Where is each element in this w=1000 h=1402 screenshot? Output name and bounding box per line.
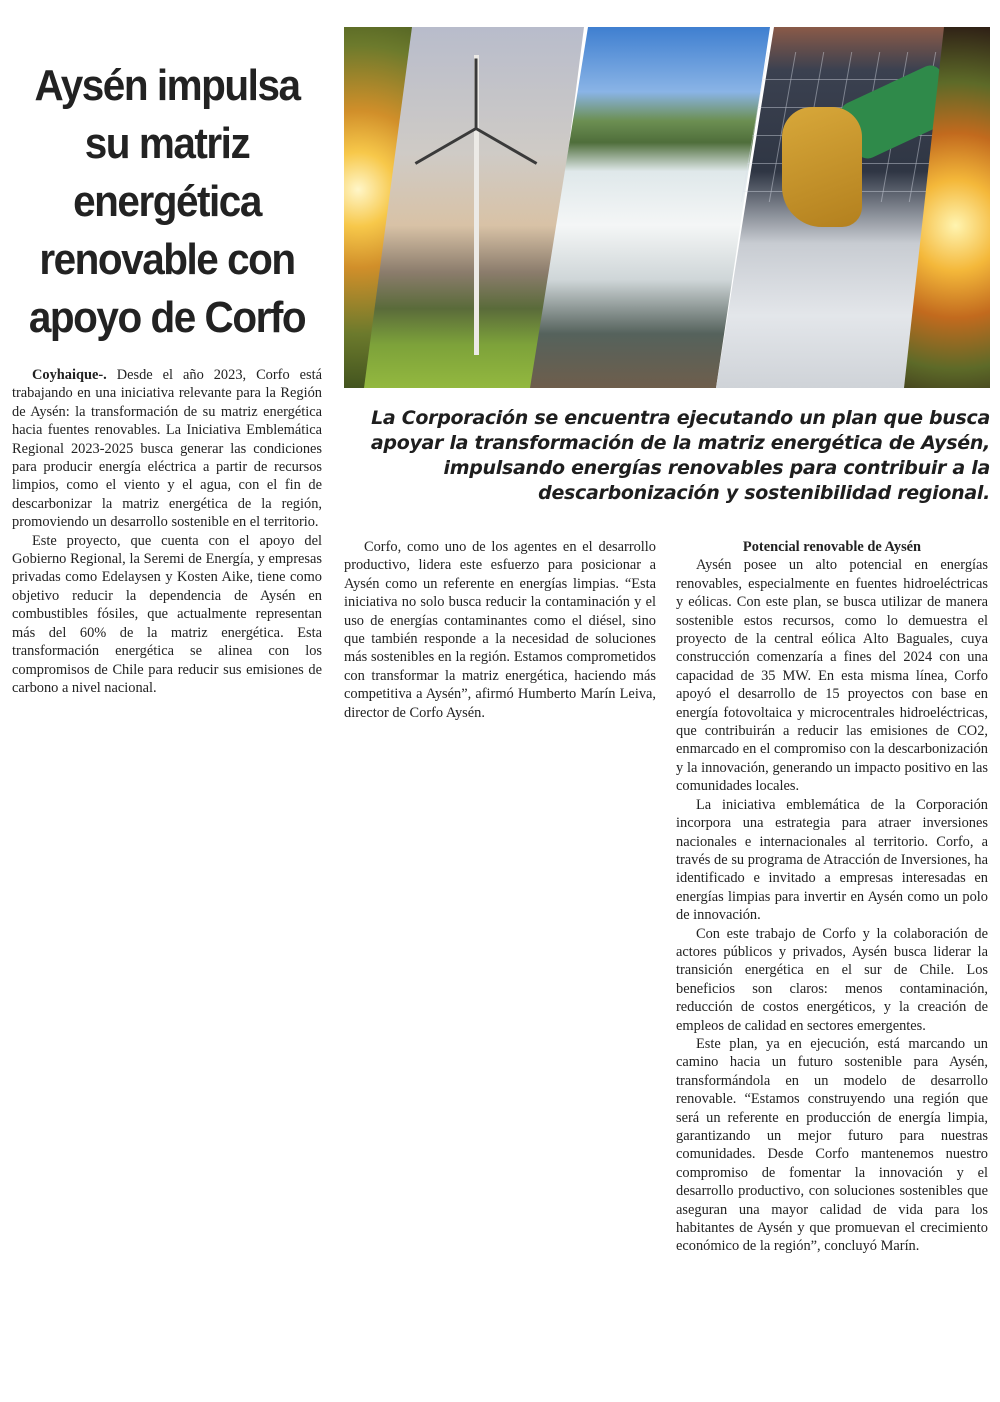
paragraph: Este proyecto, que cuenta con el apoyo del Gobierno Regional, la Seremi de Energía, y empresas privadas como Edelaysen y Kosten Aike, tiene como objetivo reducir la dependencia de Aysén en combustibles fósiles, que actualmente representan más del 60% de la matriz energética. Esta transformación energética se alinea con los compromisos de Chile para reducir sus emisiones de carbono a nivel nacional. (12, 532, 322, 696)
paragraph: Corfo, como uno de los agentes en el desarrollo productivo, lidera este esfuerzo para posicionar a Aysén como un referente en energías limpias. “Esta iniciativa no solo busca reducir la contaminación y el uso de energías contaminantes como el diésel, sino que también responde a la necesidad de soluciones más sostenibles en la región. Estamos comprometidos con transformar la matriz energética, haciendo más competitiva a Aysén”, afirmó Humberto Marín Leiva, director de Corfo Aysén. (344, 539, 656, 721)
article-column-3 (676, 538, 988, 1256)
paragraph: Con este trabajo de Corfo y la colaboración de actores públicos y privados, Aysén busca liderar la transición energética en el sur de Chile. Los beneficios son claros: menos contaminación, reducción de costos energéticos, y la creación de empleos de calidad en sectores emergentes. (676, 925, 988, 1034)
paragraph-text: Desde el año 2023, Corfo está trabajando en una iniciativa relevante para la Región de Aysén: la transformación de su matriz energética hacia fuentes renovables. La Iniciativa Emblemática Regional 2023-2025 busca generar las condiciones para producir energía eléctrica a partir de recursos limpios, como el viento y el agua, con el fin de descarbonizar la matriz energética de la región, promoviendo un desarrollo sostenible en el territorio. (12, 367, 322, 531)
headline: Aysén impulsa su matriz energética renovable con apoyo de Corfo (28, 61, 306, 343)
worker-glove (782, 107, 862, 227)
article-column-2 (344, 538, 656, 722)
turbine-blade (415, 127, 477, 165)
article-column-1 (12, 366, 322, 697)
paragraph (12, 366, 322, 532)
turbine-blade (475, 127, 537, 165)
dateline: Coyhaique-. (32, 367, 107, 383)
turbine-blade (475, 59, 478, 129)
paragraph: La iniciativa emblemática de la Corporación incorpora una estrategia para atraer inversiones nacionales e internacionales al territorio. Corfo, a través de su programa de Atracción de Inversiones, ha identificado e invitado a empresas interesadas en energías limpias para invertir en Aysén como un polo de innovación. (676, 796, 988, 924)
pullquote: La Corporación se encuentra ejecutando un plan que busca apoyar la transformación de la matriz energética de Aysén, impulsando energías renovables para contribuir a la descarbonización y sostenibilidad regional. (370, 407, 990, 504)
section-subheading: Potencial renovable de Aysén (742, 539, 922, 555)
paragraph: Este plan, ya en ejecución, está marcando un camino hacia un futuro sostenible para Aysén, transformándola en un modelo de desarrollo renovable. “Estamos construyendo una región que será un referente en producción de energía limpia, garantizando un mejor futuro para nuestras comunidades. Desde Corfo mantenemos nuestro compromiso de fomentar la innovación y el desarrollo productivo, con soluciones sostenibles que aseguran una mayor calidad de vida para los habitantes de Aysén y que promuevan el crecimiento económico de la región”, concluyó Marín. (676, 1035, 988, 1255)
paragraph: Aysén posee un alto potencial en energías renovables, especialmente en fuentes hidroeléctricas y eólicas. Con este plan, se busca utilizar de manera sostenible estos recursos, como lo demuestra el proyecto de la central eólica Alto Baguales, cuya construcción comenzaría a fines del 2024 con una capacidad de 35 MW. En esta misma línea, Corfo apoyó el desarrollo de 15 proyectos con base en energía fotovoltaica y microcentrales hidroeléctricas, que contribuirán a reducir las emisiones de CO2, enmarcado en el compromiso con la descarbonización y la innovación, generando un impacto positivo en las comunidades locales. (676, 557, 988, 795)
hero-image-collage (344, 27, 990, 388)
